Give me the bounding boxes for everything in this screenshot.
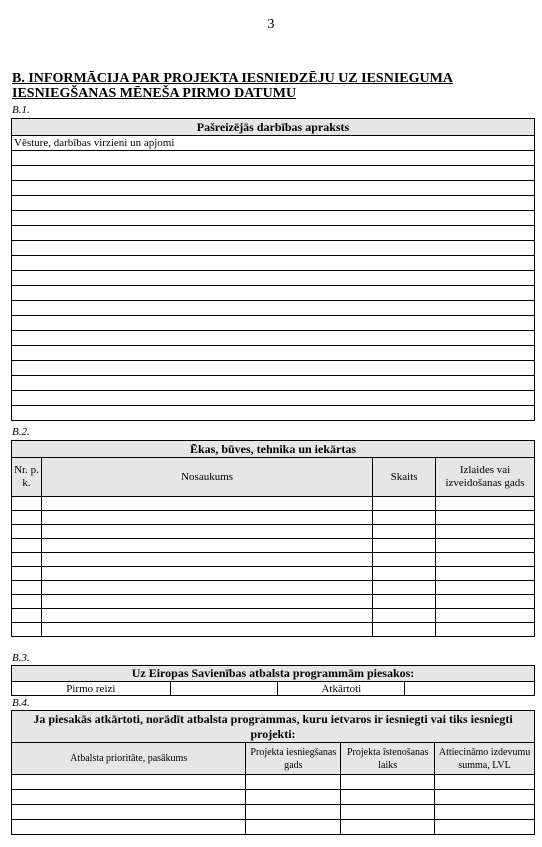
b1-cell[interactable] [12, 301, 535, 316]
b2-cell[interactable] [373, 511, 436, 525]
b2-cell[interactable] [41, 497, 372, 511]
b4-cell[interactable] [341, 805, 435, 820]
b2-cell[interactable] [41, 623, 372, 637]
b1-cell[interactable] [12, 181, 535, 196]
b2-cell[interactable] [436, 609, 535, 623]
b1-row [12, 376, 535, 391]
b4-row [12, 820, 535, 835]
b2-row [12, 497, 535, 511]
b1-row [12, 226, 535, 241]
b1-row [12, 316, 535, 331]
b1-row [12, 301, 535, 316]
b4-cell[interactable] [246, 775, 341, 790]
b4-row [12, 775, 535, 790]
b2-cell[interactable] [436, 623, 535, 637]
b1-cell[interactable] [12, 271, 535, 286]
b1-row [12, 271, 535, 286]
b4-cell[interactable] [12, 805, 246, 820]
b1-cell[interactable] [12, 166, 535, 181]
b2-row [12, 623, 535, 637]
b1-cell[interactable] [12, 376, 535, 391]
b4-cell[interactable] [341, 820, 435, 835]
b2-cell[interactable] [373, 539, 436, 553]
b4-cell[interactable] [435, 775, 535, 790]
b1-cell[interactable] [12, 316, 535, 331]
b2-cell[interactable] [436, 497, 535, 511]
b1-cell[interactable] [12, 331, 535, 346]
b2-cell[interactable] [436, 511, 535, 525]
b4-row [12, 805, 535, 820]
b4-cell[interactable] [341, 775, 435, 790]
b2-cell[interactable] [12, 553, 42, 567]
b2-label: B.2. [12, 426, 30, 438]
b1-cell[interactable] [12, 226, 535, 241]
b1-cell[interactable] [12, 256, 535, 271]
b2-cell[interactable] [436, 553, 535, 567]
b1-history-label: Vēsture, darbības virzieni un apjomi [12, 136, 535, 151]
b1-row [12, 151, 535, 166]
b3-table [11, 665, 535, 696]
b2-row [12, 525, 535, 539]
b2-row [12, 581, 535, 595]
b1-cell[interactable] [12, 286, 535, 301]
b1-cell[interactable] [12, 211, 535, 226]
b2-cell[interactable] [436, 567, 535, 581]
b2-cell[interactable] [12, 609, 42, 623]
b2-table [11, 440, 535, 637]
b2-row [12, 539, 535, 553]
b4-cell[interactable] [246, 790, 341, 805]
b1-row [12, 391, 535, 406]
b4-cell[interactable] [12, 820, 246, 835]
b2-cell[interactable] [41, 525, 372, 539]
b1-row [12, 331, 535, 346]
b1-cell[interactable] [12, 241, 535, 256]
b1-row [12, 196, 535, 211]
b1-row [12, 361, 535, 376]
b2-col-qty: Skaits [373, 458, 436, 497]
b1-row [12, 256, 535, 271]
b2-cell[interactable] [373, 581, 436, 595]
b1-cell[interactable] [12, 151, 535, 166]
b1-cell[interactable] [12, 346, 535, 361]
b3-repeat-field[interactable] [405, 682, 535, 696]
b1-cell[interactable] [12, 196, 535, 211]
b4-header: Ja piesakās atkārtoti, norādīt atbalsta programmas, kuru ietvaros ir iesniegti vai tiks iesniegti projekti: [12, 711, 535, 743]
b2-cell[interactable] [41, 539, 372, 553]
b1-row [12, 406, 535, 421]
b2-cell[interactable] [41, 595, 372, 609]
b4-cell[interactable] [435, 805, 535, 820]
b2-cell[interactable] [12, 511, 42, 525]
b4-table [11, 710, 535, 835]
b2-cell[interactable] [436, 595, 535, 609]
b1-header: Pašreizējās darbības apraksts [12, 119, 535, 136]
b1-table [11, 118, 535, 421]
b1-row [12, 346, 535, 361]
b4-cell[interactable] [435, 790, 535, 805]
page-number: 3 [267, 17, 275, 32]
b4-col-amount: Attiecināmo izdevumu summa, LVL [435, 743, 535, 775]
b1-cell[interactable] [12, 391, 535, 406]
b2-col-name: Nosaukums [41, 458, 372, 497]
b4-row [12, 790, 535, 805]
b3-first-time-label: Pirmo reizi [12, 682, 171, 696]
b2-cell[interactable] [436, 581, 535, 595]
b3-header: Uz Eiropas Savienības atbalsta programmām piesakos: [12, 666, 535, 682]
b2-cell[interactable] [373, 525, 436, 539]
b2-cell[interactable] [41, 609, 372, 623]
b1-row [12, 286, 535, 301]
b4-cell[interactable] [246, 805, 341, 820]
b2-cell[interactable] [373, 497, 436, 511]
b4-cell[interactable] [341, 790, 435, 805]
b4-col-priority: Atbalsta prioritāte, pasākums [12, 743, 246, 775]
b2-header: Ēkas, būves, tehnika un iekārtas [12, 441, 535, 458]
b2-cell[interactable] [373, 623, 436, 637]
b3-repeat-label: Atkārtoti [278, 682, 405, 696]
b2-col-nr: Nr. p. k. [12, 458, 42, 497]
b4-cell[interactable] [12, 790, 246, 805]
b2-cell[interactable] [12, 581, 42, 595]
b3-label: B.3. [12, 652, 30, 664]
b2-col-year: Izlaides vai izveidošanas gads [436, 458, 535, 497]
b2-cell[interactable] [41, 553, 372, 567]
b4-cell[interactable] [12, 775, 246, 790]
b2-cell[interactable] [373, 595, 436, 609]
b4-col-submit-year: Projekta iesniegšanas gads [246, 743, 341, 775]
b1-label: B.1. [12, 104, 30, 116]
b2-row [12, 567, 535, 581]
b4-col-duration: Projekta īstenošanas laiks [341, 743, 435, 775]
b2-cell[interactable] [41, 581, 372, 595]
b2-row [12, 511, 535, 525]
b2-row [12, 595, 535, 609]
b1-row [12, 211, 535, 226]
b2-row [12, 609, 535, 623]
b2-cell[interactable] [41, 567, 372, 581]
b1-cell[interactable] [12, 361, 535, 376]
b4-cell[interactable] [435, 820, 535, 835]
b2-cell[interactable] [41, 511, 372, 525]
b4-cell[interactable] [246, 820, 341, 835]
b1-row [12, 166, 535, 181]
b2-cell[interactable] [12, 567, 42, 581]
b2-cell[interactable] [12, 497, 42, 511]
b2-cell[interactable] [12, 539, 42, 553]
b2-row [12, 553, 535, 567]
b2-cell[interactable] [373, 609, 436, 623]
b2-cell[interactable] [12, 525, 42, 539]
b1-cell[interactable] [12, 406, 535, 421]
b2-cell[interactable] [12, 623, 42, 637]
b2-cell[interactable] [436, 539, 535, 553]
b1-row [12, 181, 535, 196]
section-title: B. INFORMĀCIJA PAR PROJEKTA IESNIEDZĒJU UZ IESNIEGUMA IESNIEGŠANAS MĒNEŠA PIRMO DATUMU [12, 71, 453, 101]
b1-row [12, 241, 535, 256]
b2-cell[interactable] [373, 553, 436, 567]
b2-cell[interactable] [12, 595, 42, 609]
b2-cell[interactable] [436, 525, 535, 539]
b4-label: B.4. [12, 697, 30, 709]
b2-cell[interactable] [373, 567, 436, 581]
b3-first-time-field[interactable] [170, 682, 278, 696]
